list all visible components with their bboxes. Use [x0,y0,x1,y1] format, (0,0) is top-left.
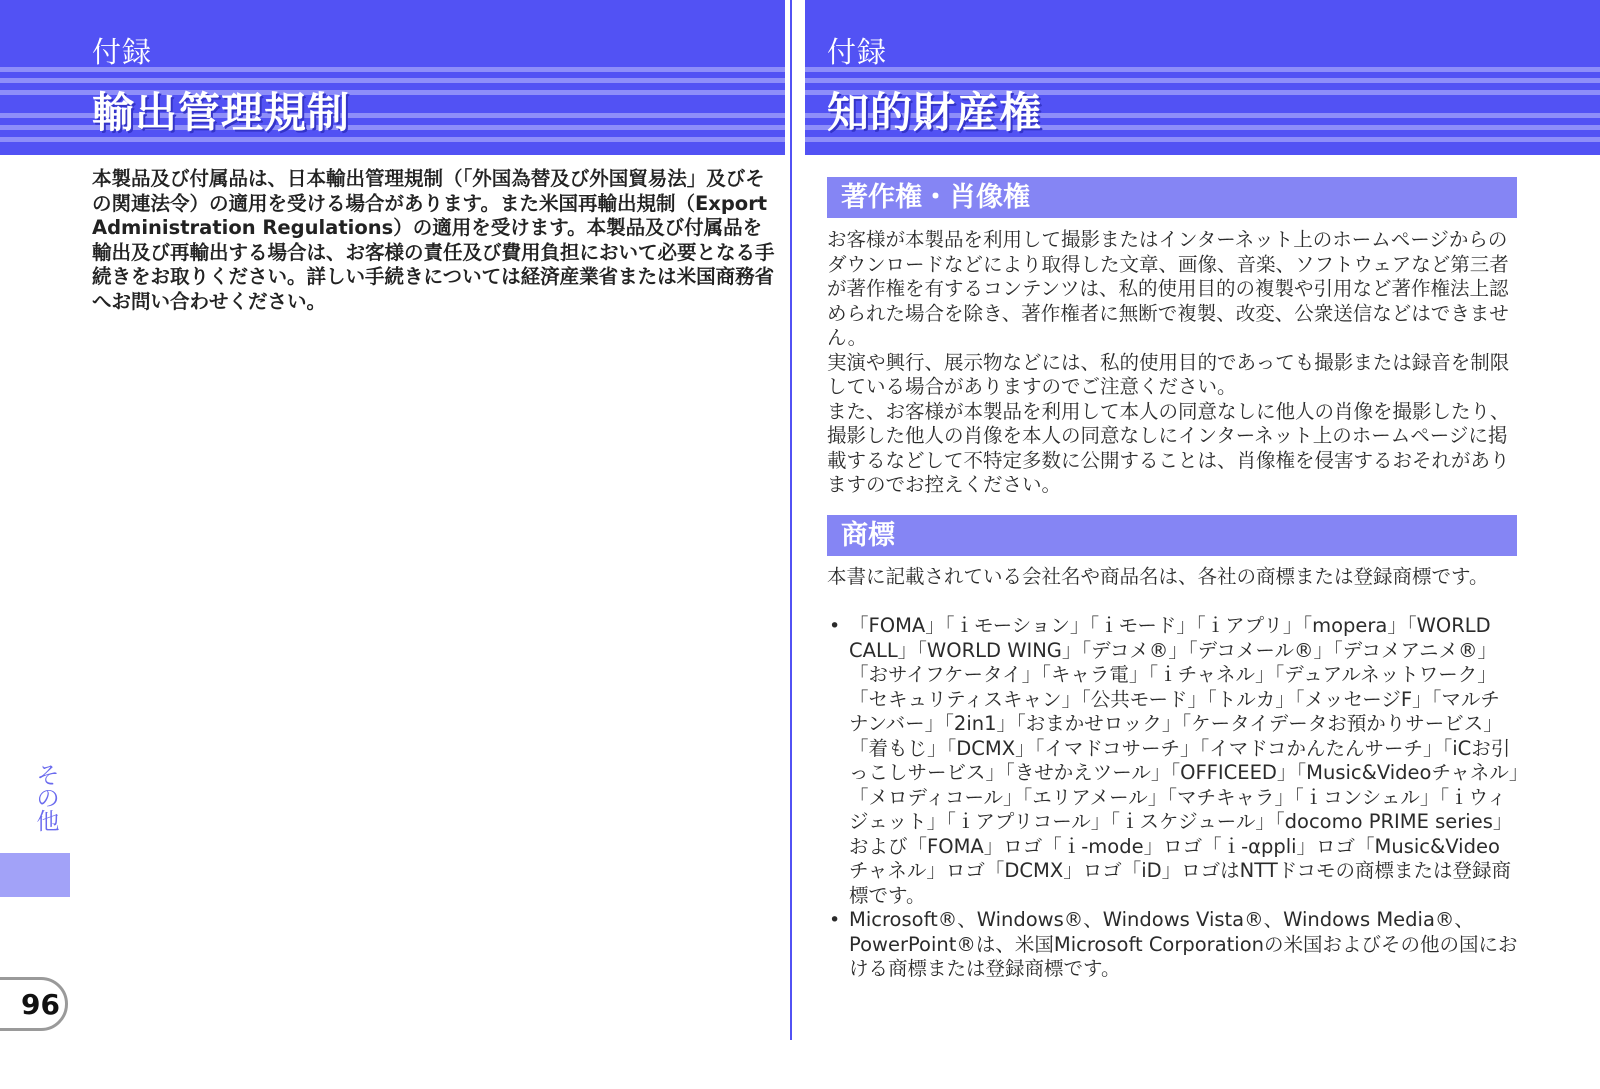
side-tab-marker [0,853,70,897]
copyright-section-body [827,228,1517,498]
copyright-paragraph: また、お客様が本製品を利用して本人の同意なしに他人の肖像を撮影したり、撮影した他人の肖像を本人の同意なしにインターネット上のホームページに掲載するなどして不特定多数に公開することは、肖像権を侵害するおそれがありますのでお控えください。 [827,399,1510,496]
right-page [805,0,1600,1089]
left-kicker: 付録 [92,35,153,69]
trademark-item-text: Microsoft®、Windows®、Windows Vista®、Windows Media®、PowerPoint®は、米国Microsoft Corporationの米国およびその他の国における商標または登録商標です。 [849,908,1518,980]
left-page-title: 輸出管理規制 [92,88,351,137]
trademark-intro: 本書に記載されている会社名や商品名は、各社の商標または登録商標です。 [827,565,1489,588]
export-control-text: 本製品及び付属品は、日本輸出管理規制（「外国為替及び外国貿易法」及びその関連法令）の適用を受ける場合があります。また米国再輸出規制（Export Administration Regulations）の適用を受けます。本製品及び付属品を輸出及び再輸出する場合は、お客様の責任及び費用負担において必要となる手続きをお取りください。詳しい手続きについては経済産業省または米国商務省へお問い合わせください。 [92,167,775,313]
copyright-paragraph: 実演や興行、展示物などには、私的使用目的であっても撮影または録音を制限している場合がありますのでご注意ください。 [827,350,1510,398]
bullet-icon: • [829,909,841,931]
left-title-banner [0,0,785,155]
page-number: 96 [21,988,60,1021]
bullet-icon: • [829,615,841,637]
right-title-banner [805,0,1600,155]
trademark-item-text: 「FOMA」「ｉモーション」「ｉモード」「ｉアプリ」「mopera」「WORLD CALL」「WORLD WING」「デコメ®」「デコメール®」「デコメアニメ®」「おサイフケータイ」「キャラ電」「ｉチャネル」「デュアルネットワーク」「セキュリティスキャン」「公共モード」「トルカ」「メッセージF」「マルチナンバー」「2in1」「おまかせロック」「ケータイデータお預かりサービス」「着もじ」「DCMX」「イマドコサーチ」「イマドコかんたんサーチ」「iCお引っこしサービス」「きせかえツール」「OFFICEED」「Music&Videoチャネル」「メロディコール」「エリアメール」「マチキャラ」「ｉコンシェル」「ｉウィジェット」「ｉアプリコール」「ｉスケジュール」「docomo PRIME series」および「FOMA」ロゴ「ｉ-mode」ロゴ「ｉ-αppli」ロゴ「Music&Videoチャネル」ロゴ「DCMX」ロゴ「iD」ロゴはNTTドコモの商標または登録商標です。 [849,614,1519,907]
list-item [827,908,1519,982]
copyright-section-heading: 著作権・肖像権 [827,177,1517,218]
left-page [0,0,785,1089]
page-divider [790,0,792,1040]
right-page-title: 知的財産権 [827,88,1043,137]
right-kicker: 付録 [827,35,888,69]
trademark-section-heading: 商標 [827,515,1517,556]
trademark-list [827,614,1519,982]
list-item [827,614,1519,908]
side-tab-label: その他 [36,763,60,835]
copyright-paragraph: お客様が本製品を利用して撮影またはインターネット上のホームページからのダウンロードなどにより取得した文章、画像、音楽、ソフトウェアなど第三者が著作権を有するコンテンツは、私的使用目的の複製や引用など著作権法上認められた場合を除き、著作権者に無断で複製、改変、公衆送信などはできません。 [827,228,1509,349]
